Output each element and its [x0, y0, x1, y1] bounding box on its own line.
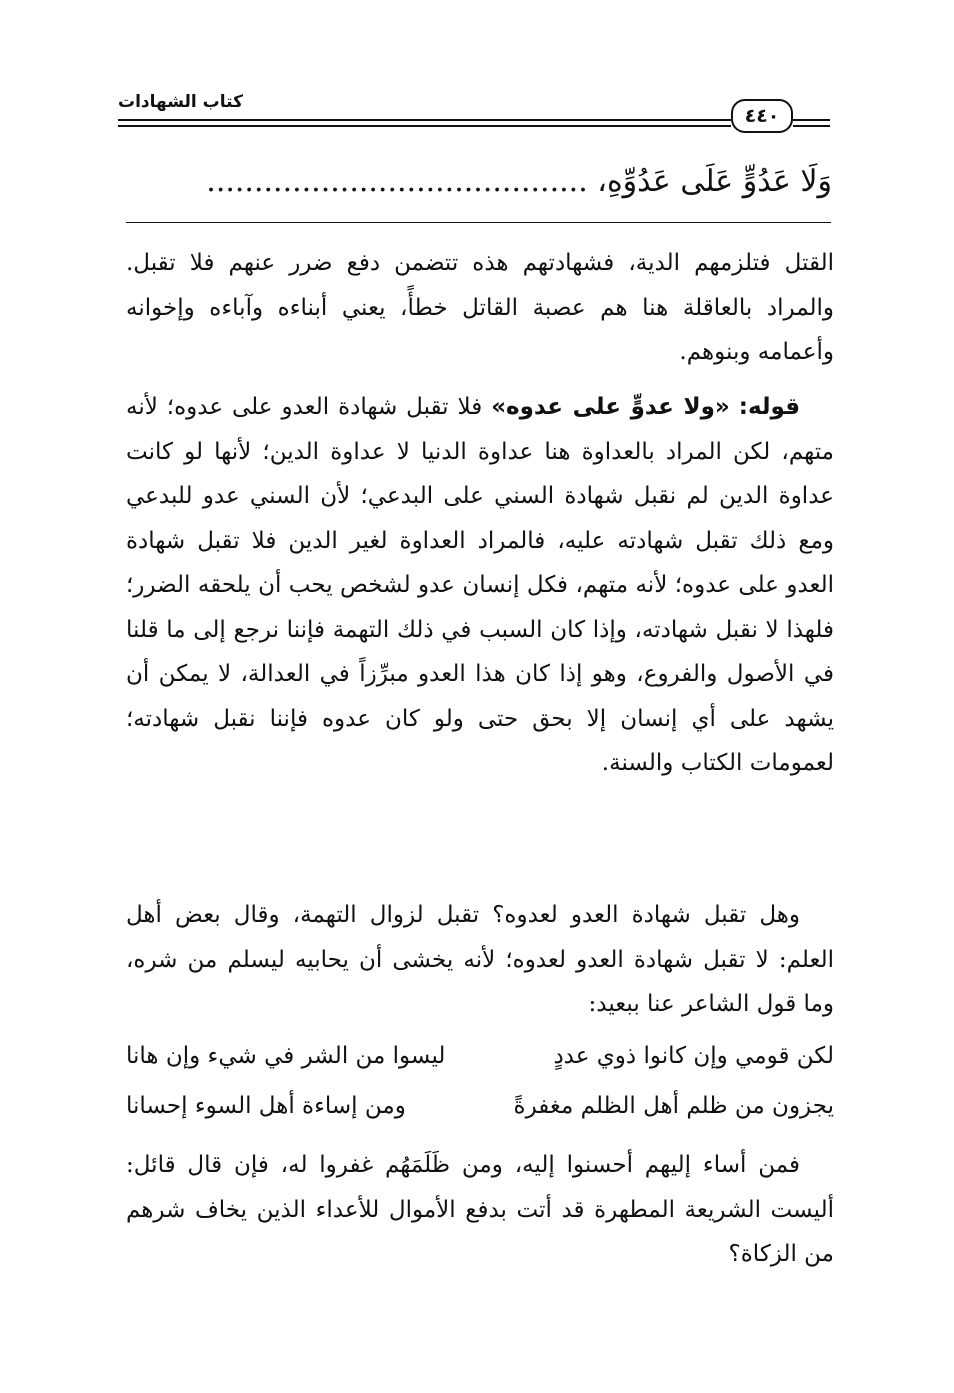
header-rule-right-top [793, 119, 830, 121]
commentary-block-2 [126, 385, 834, 786]
paragraph-2-label: قوله: [738, 394, 801, 420]
header-rule-right-bottom [793, 125, 830, 127]
commentary-block-1 [126, 241, 834, 375]
paragraph-2-quote: «ولا عدوٍّ على عدوه» [491, 394, 730, 420]
matn-quote: وَلَا عَدُوٍّ عَلَى عَدُوِّهِ، [597, 164, 832, 199]
paragraph-4: فمن أساء إليهم أحسنوا إليه، ومن ظَلَمَهُم غفروا له، فإن قال قائل: أليست الشريعة المطهرة قد أتت بدفع الأموال للأعداء الذين يخاف شرهم من الزكاة؟ [126, 1152, 834, 1267]
page-number: ٤٤٠ [731, 99, 793, 133]
verse-2-first-hemistich: يجزون من ظلم أهل الظلم مغفرةً [513, 1093, 834, 1119]
verse-1-first-hemistich: لكن قومي وإن كانوا ذوي عددٍ [553, 1043, 834, 1069]
verse-2-second-hemistich: ومن إساءة أهل السوء إحسانا [126, 1093, 406, 1119]
verse-1-second-hemistich: ليسوا من الشر في شيء وإن هانا [126, 1043, 446, 1069]
running-header-title: كتاب الشهادات [118, 92, 243, 112]
commentary-block-4 [126, 1143, 834, 1277]
header-rule-bottom [118, 125, 731, 127]
poem-verse-2 [126, 1093, 834, 1137]
paragraph-3: وهل تقبل شهادة العدو لعدوه؟ تقبل لزوال التهمة، وقال بعض أهل العلم: لا تقبل شهادة العدو لعدوه؛ لأنه يخشى أن يحابيه ليسلم من شره، وما قول الشاعر عنا ببعيد: [126, 902, 834, 1017]
commentary-block-3 [126, 893, 834, 1027]
paragraph-2-body: فلا تقبل شهادة العدو على عدوه؛ لأنه متهم، لكن المراد بالعداوة هنا عداوة الدنيا لا عداوة الدين؛ لأنها لو كانت عداوة الدين لم نقبل شهادة السني على البدعي؛ لأن السني عدو للبدعي ومع ذلك تقبل شهادته عليه، فالمراد العداوة لغير الدين فلا تقبل شهادة العدو على عدوه؛ لأنه متهم، فكل إنسان عدو لشخص يحب أن يلحقه الضرر؛ فلهذا لا نقبل شهادته، وإذا كان السبب في ذلك التهمة فإننا نرجع إلى ما قلنا في الأصول والفروع، وهو إذا كان هذا العدو مبرِّزاً في العدالة، لا يمكن أن يشهد على أي إنسان إلا بحق حتى ولو كان عدوه فإننا نقبل شهادته؛ لعمومات الكتاب والسنة. [126, 394, 834, 776]
paragraph-2 [126, 385, 834, 786]
paragraph-1: القتل فتلزمهم الدية، فشهادتهم هذه تتضمن دفع ضرر عنهم فلا تقبل. والمراد بالعاقلة هنا هم عصبة القاتل خطأً، يعني أبناءه وآباءه وإخوانه وأعمامه وبنوهم. [126, 250, 834, 365]
matn-separator [126, 222, 831, 223]
matn-ellipsis: ........................................ [206, 164, 588, 199]
header-rule-top [118, 119, 731, 121]
matn-text [132, 152, 832, 212]
poem-verse-1 [126, 1043, 834, 1087]
